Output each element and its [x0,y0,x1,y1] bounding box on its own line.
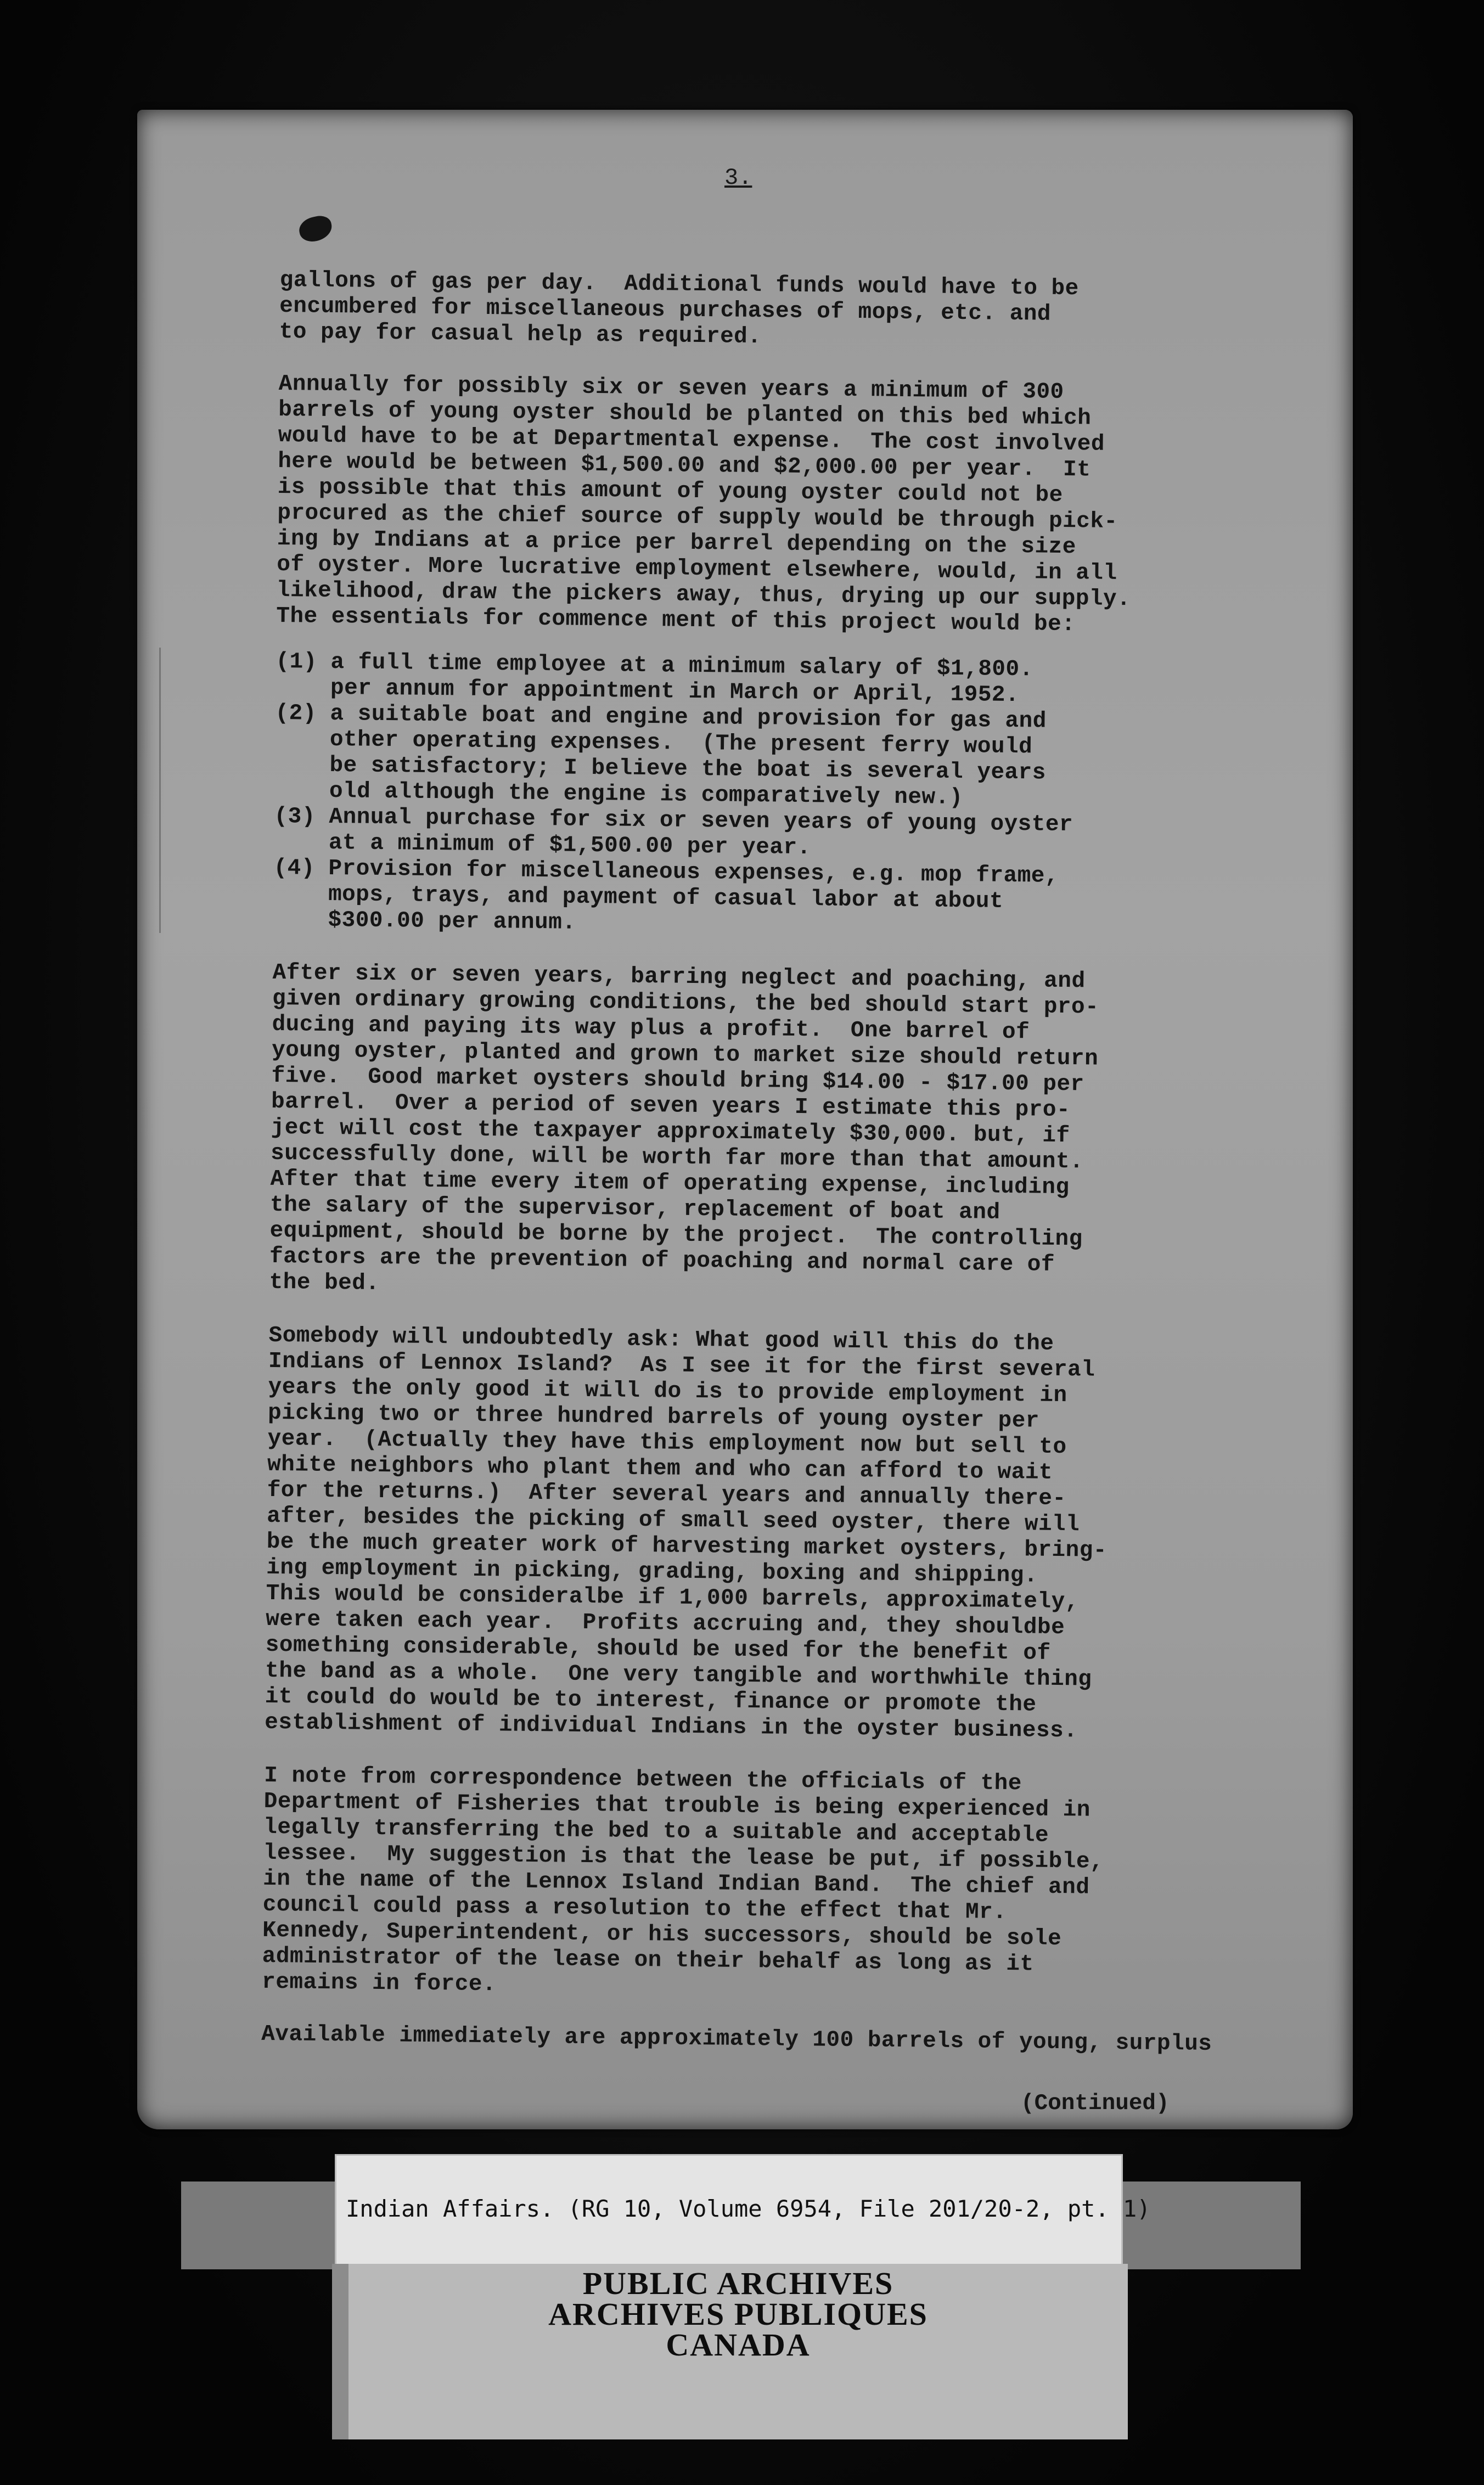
list-item-number: (3) [274,803,316,830]
paragraph-benefit-question: Somebody will undoubtedly ask: What good will this do the Indians of Lennox Island? As I see it for the first several years the only good it will do is to provide employment in picking two or three hundred barrels of young oyster per year. (Actually they have this employment now but sell to white neighbors who plant them and who can afford to wait for the returns.) After several years and annually there- after, besides the picking of small seed oyster, there will be the much greater work of harvesting market oysters, bring- ing employment in picking, grading, boxing and shipping. This would be consideralbe if 1,000 barrels, approximately, were taken each year. Profits accruing and, they shouldbe something considerable, should be used for the benefit of the band as a whole. One very tangible and worthwhile thing it could do would be to interest, finance or promote the establishment of individual Indians in the oyster business. [264,1323,1108,1744]
archives-stamp [332,2264,1128,2439]
list-item-text: a suitable boat and engine and provision for gas and other operating expenses. (The present ferry would be satisfactory; I believe the boat is several years old although the engine is comparatively new.) [329,701,1047,811]
paragraph-annual-planting: Annually for possibly six or seven years a minimum of 300 barrels of young oyster should be planted on this bed which would have to be at Departmental expense. The cost involved here would be between $1,500.00 and $2,000.00 per year. It is possible that this amount of young oyster could not be procured as the chief source of supply would be through pick- ing by Indians at a price per barrel depending on the size of oyster. More lucrative employment elsewhere, would, in all likelihood, draw the pickers away, thus, drying up our supply. The essentials for commence ment of this project would be: [276,371,1131,638]
list-item [274,701,1313,815]
continued-note: (Continued) [1021,2091,1170,2116]
paragraph-gas-funds: gallons of gas per day. Additional funds would have to be encumbered for miscellaneous purchases of mops, etc. and to pay for casual help as required. [279,268,1079,350]
list-item-text: a full time employee at a minimum salary of $1,800. per annum for appointment in March or April, 1952. [330,650,1033,709]
essentials-list [273,649,1313,944]
stamp-line-archives-publiques: ARCHIVES PUBLIQUES [548,2296,928,2332]
list-item [273,856,1311,944]
archive-reference-text: Indian Affairs. (RG 10, Volume 6954, File 201/20-2, pt. 1) [346,2195,1151,2222]
page-number: 3. [724,165,752,191]
stamp-line-canada: CANADA [666,2327,811,2363]
paragraph-lease-note: I note from correspondence between the officials of the Department of Fisheries that trouble is being experienced in legally transferring the bed to a suitable and acceptable lessee. My suggestion is that the lease be put, if possible, in the name of the Lennox Island Indian Band. The chief and council could pass a resolution to the effect that Mr. Kennedy, Superintendent, or his successors, should be sole administrator of the lease on their behalf as long as it remains in force. [262,1763,1104,1998]
list-item-number: (2) [275,700,317,727]
list-item-number: (1) [276,649,318,675]
paragraph-available-surplus: Available immediately are approximately 100 barrels of young, surplus [261,2021,1212,2057]
list-item-text: Provision for miscellaneous expenses, e.g. mop frame, mops, trays, and payment of casual labor at about $300.00 per annum. [328,856,1059,936]
document-body [261,268,1317,2059]
list-item-number: (4) [273,855,316,881]
page-crease [137,648,161,933]
paragraph-after-years: After six or seven years, barring neglect and poaching, and given ordinary growing conditions, the bed should start pro- ducing and paying its way plus a profit. One barrel of young oyster, planted and grown to market size should return five. Good market oysters should bring $14.00 - $17.00 per barrel. Over a period of seven years I estimate this pro- ject will cost the taxpayer approximately $30,000. but, if successfully done, will be worth far more than that amount. After that time every item of operating expense, including the salary of the supervisor, replacement of boat and equipment, should be borne by the project. The controlling factors are the prevention of poaching and normal care of the bed. [269,960,1099,1297]
list-item-text: Annual purchase for six or seven years of young oyster at a minimum of $1,500.00 per year. [328,804,1073,861]
stamp-line-public-archives: PUBLIC ARCHIVES [582,2265,894,2301]
